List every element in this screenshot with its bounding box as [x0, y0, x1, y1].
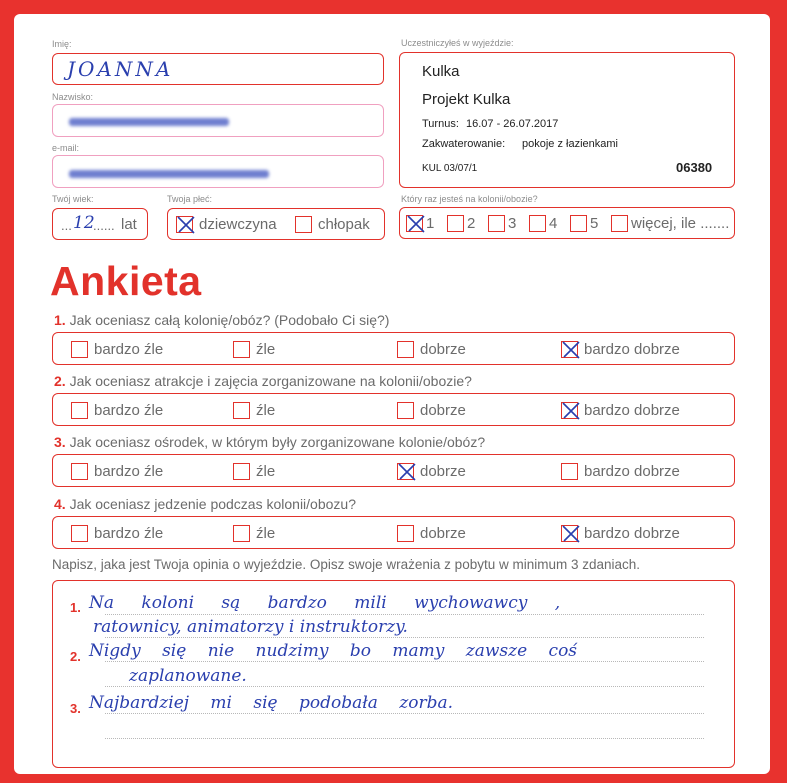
- answer-label: źle: [256, 340, 276, 358]
- answer-option[interactable]: [233, 401, 275, 419]
- age-value: 12: [73, 213, 95, 233]
- turnus-value: 16.07 - 26.07.2017: [466, 118, 559, 130]
- answer-option[interactable]: [71, 524, 163, 542]
- line-rule: [105, 738, 704, 739]
- email-label: e-mail:: [52, 143, 80, 153]
- answer-label: bardzo dobrze: [584, 524, 680, 542]
- answer-checkbox[interactable]: [561, 341, 578, 358]
- answer-label: źle: [256, 524, 276, 542]
- answer-row-2: [52, 393, 735, 426]
- answer-checkbox[interactable]: [397, 402, 414, 419]
- answer-label: dobrze: [420, 340, 466, 358]
- answer-option[interactable]: [233, 340, 275, 358]
- answer-option[interactable]: [71, 340, 163, 358]
- answer-option[interactable]: [561, 524, 680, 542]
- gender-checkbox-male[interactable]: [295, 216, 312, 233]
- name-label: Imię:: [52, 39, 72, 49]
- question-text: Jak oceniasz ośrodek, w którym były zorganizowane kolonie/obóz?: [69, 434, 486, 450]
- answer-checkbox[interactable]: [71, 525, 88, 542]
- times-option-more[interactable]: więcej, ile .......: [611, 214, 729, 232]
- answer-label: źle: [256, 401, 276, 419]
- answer-option[interactable]: [561, 462, 680, 480]
- question-number: 2.: [54, 373, 66, 389]
- line-number-3: 3.: [70, 701, 81, 716]
- opinion-line-5: Najbardziej mi się podobała zorba.: [89, 693, 454, 713]
- question-text: Jak oceniasz atrakcje i zajęcia zorganizowane na kolonii/obozie?: [69, 373, 472, 389]
- redacted-surname: [69, 118, 229, 126]
- gender-option-female[interactable]: dziewczyna: [176, 215, 277, 233]
- answer-label: bardzo dobrze: [584, 340, 680, 358]
- question-number: 4.: [54, 496, 66, 512]
- camp-code: KUL 03/07/1: [422, 163, 478, 174]
- answer-label: bardzo dobrze: [584, 401, 680, 419]
- answer-checkbox[interactable]: [233, 463, 250, 480]
- times-checkbox-1[interactable]: [406, 215, 423, 232]
- answer-option[interactable]: [233, 524, 275, 542]
- age-dots-right: ......: [93, 218, 115, 233]
- times-checkbox-more[interactable]: [611, 215, 628, 232]
- answer-option[interactable]: [561, 340, 680, 358]
- age-dots-left: ...: [61, 218, 72, 233]
- lodging-label: Zakwaterowanie:: [422, 138, 506, 150]
- surname-label: Nazwisko:: [52, 92, 94, 102]
- answer-option[interactable]: [71, 462, 163, 480]
- answer-row-1: [52, 332, 735, 365]
- times-option-5[interactable]: 5: [570, 214, 598, 232]
- answer-label: dobrze: [420, 524, 466, 542]
- times-option-1[interactable]: 1: [406, 214, 434, 232]
- opinion-line-2: ratownicy, animatorzy i instruktorzy.: [93, 617, 408, 637]
- answer-checkbox[interactable]: [561, 525, 578, 542]
- times-checkbox-2[interactable]: [447, 215, 464, 232]
- answer-label: źle: [256, 462, 276, 480]
- answer-checkbox[interactable]: [233, 525, 250, 542]
- answer-checkbox[interactable]: [71, 341, 88, 358]
- line-rule: [105, 686, 704, 687]
- answer-checkbox[interactable]: [71, 402, 88, 419]
- times-checkbox-3[interactable]: [488, 215, 505, 232]
- question-text: Jak oceniasz jedzenie podczas kolonii/obozu?: [69, 496, 356, 512]
- answer-label: bardzo źle: [94, 462, 164, 480]
- survey-sheet: [14, 14, 770, 774]
- question-4: [54, 496, 356, 512]
- answer-checkbox[interactable]: [397, 341, 414, 358]
- opinion-prompt: Napisz, jaka jest Twoja opinia o wyjeździe. Opisz swoje wrażenia z pobytu w minimum 3 zdaniach.: [52, 557, 641, 572]
- surname-field[interactable]: [52, 104, 384, 137]
- opinion-line-4: zaplanowane.: [129, 666, 247, 686]
- answer-option[interactable]: [397, 524, 466, 542]
- turnus-label: Turnus:: [422, 118, 459, 130]
- line-rule: [105, 661, 704, 662]
- times-label: Który raz jesteś na kolonii/obozie?: [401, 194, 538, 204]
- opinion-line-3: Nigdy się nie nudzimy bo mamy zawsze coś: [89, 641, 578, 661]
- times-option-2[interactable]: 2: [447, 214, 475, 232]
- camp-project: Projekt Kulka: [422, 91, 511, 108]
- age-unit: lat: [121, 216, 137, 233]
- answer-checkbox[interactable]: [233, 402, 250, 419]
- times-option-4[interactable]: 4: [529, 214, 557, 232]
- answer-label: dobrze: [420, 401, 466, 419]
- question-number: 3.: [54, 434, 66, 450]
- camp-number: 06380: [676, 160, 713, 175]
- gender-field: [167, 208, 385, 240]
- line-rule: [105, 614, 704, 615]
- answer-label: bardzo źle: [94, 340, 164, 358]
- line-rule: [105, 637, 704, 638]
- answer-option[interactable]: [397, 401, 466, 419]
- question-1: [54, 312, 389, 328]
- line-rule: [105, 713, 704, 714]
- times-option-3[interactable]: 3: [488, 214, 516, 232]
- camp-label: Uczestniczyłeś w wyjeździe:: [401, 38, 514, 48]
- answer-checkbox[interactable]: [561, 463, 578, 480]
- answer-option[interactable]: [233, 462, 275, 480]
- line-number-2: 2.: [70, 649, 81, 664]
- age-label: Twój wiek:: [52, 194, 94, 204]
- times-checkbox-5[interactable]: [570, 215, 587, 232]
- question-3: [54, 434, 485, 450]
- answer-label: bardzo dobrze: [584, 462, 680, 480]
- age-field[interactable]: [52, 208, 148, 240]
- times-checkbox-4[interactable]: [529, 215, 546, 232]
- answer-checkbox[interactable]: [71, 463, 88, 480]
- line-number-1: 1.: [70, 600, 81, 615]
- answer-label: dobrze: [420, 462, 466, 480]
- opinion-box[interactable]: [52, 580, 735, 768]
- answer-checkbox[interactable]: [397, 525, 414, 542]
- email-field[interactable]: [52, 155, 384, 188]
- lodging-value: pokoje z łazienkami: [522, 138, 618, 150]
- answer-checkbox[interactable]: [397, 463, 414, 480]
- gender-label: Twoja płeć:: [167, 194, 213, 204]
- redacted-email: [69, 170, 269, 178]
- answer-option[interactable]: [397, 340, 466, 358]
- answer-row-3: [52, 454, 735, 487]
- answer-option[interactable]: [561, 401, 680, 419]
- answer-option[interactable]: [397, 462, 466, 480]
- answer-label: bardzo źle: [94, 524, 164, 542]
- answer-label: bardzo źle: [94, 401, 164, 419]
- answer-option[interactable]: [71, 401, 163, 419]
- answer-row-4: [52, 516, 735, 549]
- name-value: JOANNA: [67, 57, 174, 81]
- question-text: Jak oceniasz całą kolonię/obóz? (Podobało Ci się?): [69, 312, 390, 328]
- question-number: 1.: [54, 312, 66, 328]
- survey-title: Ankieta: [50, 258, 202, 304]
- name-field[interactable]: [52, 53, 384, 85]
- camp-info-box: [399, 52, 735, 188]
- times-field: [399, 207, 735, 239]
- answer-checkbox[interactable]: [233, 341, 250, 358]
- opinion-line-1: Na koloni są bardzo mili wychowawcy ,: [89, 593, 561, 613]
- gender-option-male[interactable]: chłopak: [295, 215, 370, 233]
- answer-checkbox[interactable]: [561, 402, 578, 419]
- camp-name: Kulka: [422, 63, 460, 80]
- gender-checkbox-female[interactable]: [176, 216, 193, 233]
- question-2: [54, 373, 472, 389]
